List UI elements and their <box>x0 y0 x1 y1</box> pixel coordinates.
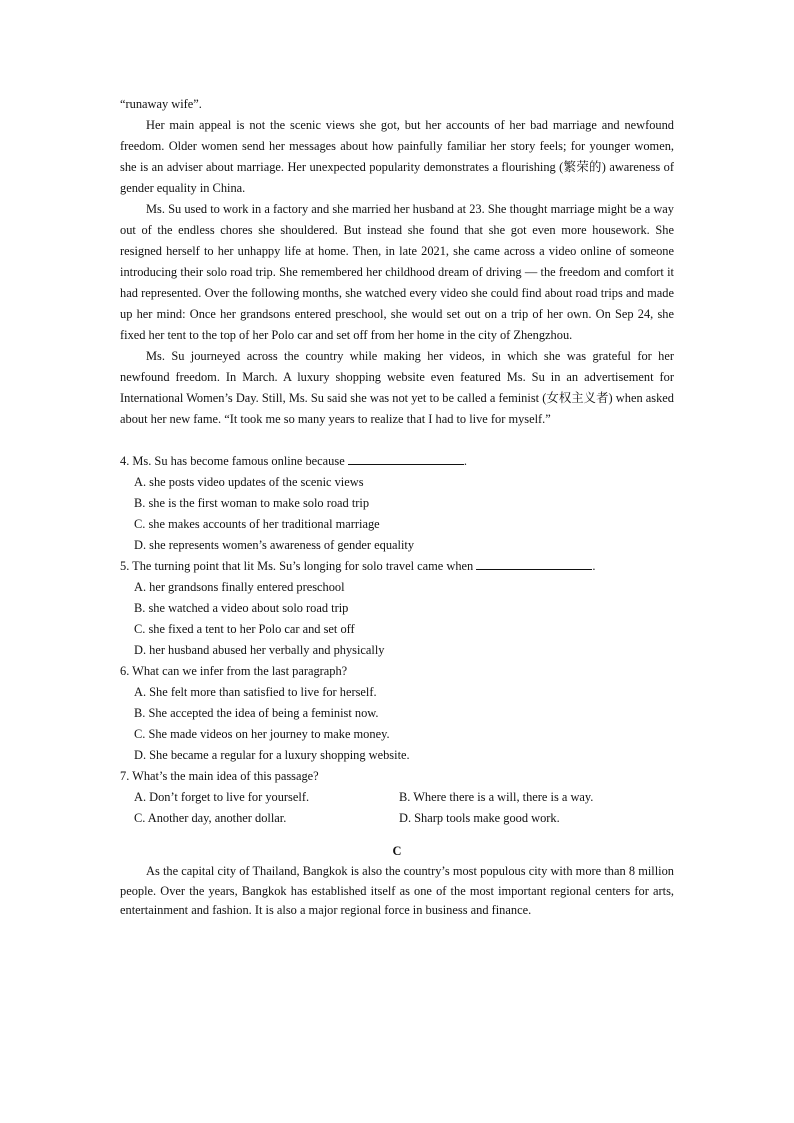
option: C. she makes accounts of her traditional marriage <box>134 517 380 531</box>
option: C. she fixed a tent to her Polo car and set off <box>134 622 355 636</box>
option: B. Where there is a will, there is a way. <box>399 790 594 804</box>
question-stem: 4. Ms. Su has become famous online because . <box>120 454 467 468</box>
answer-blank <box>348 452 464 465</box>
option: A. Don’t forget to live for yourself. <box>134 790 310 804</box>
lead-fragment: “runaway wife”. <box>120 97 202 111</box>
question-6 <box>120 661 674 766</box>
paragraph-background: Ms. Su used to work in a factory and she married her husband at 23. She thought marriage might be a way out of the endless chores she shouldered. But instead she found that she got even more housework. She resigned herself to her unhappy life at home. Then, in late 2021, she came across a video online of someone introducing their solo road trip. She remembered her childhood dream of driving — the freedom and comfort it had represented. Over the following months, she watched every video she could find about road trips and made up her mind: Once her grandsons entered preschool, she would set out on a trip of her own. On Sep 24, she fixed her tent to the top of her Polo car and set off from her home in the city of Zhengzhou. <box>120 202 674 342</box>
question-7 <box>120 766 674 829</box>
paragraph-journey: Ms. Su journeyed across the country while making her videos, in which she was grateful for her newfound freedom. In March. A luxury shopping website even featured Ms. Su in an advertisement for International Women’s Day. Still, Ms. Su said she was not yet to be called a feminist (女权主义者) when asked about her new fame. “It took me so many years to realize that I had to live for myself.” <box>120 349 674 426</box>
question-stem: 6. What can we infer from the last paragraph? <box>120 664 348 678</box>
question-stem: 5. The turning point that lit Ms. Su’s longing for solo travel came when . <box>120 559 596 573</box>
option: B. she is the first woman to make solo road trip <box>134 496 370 510</box>
option: C. She made videos on her journey to make money. <box>134 727 390 741</box>
section-title-c: C <box>392 844 402 858</box>
paragraph-appeal: Her main appeal is not the scenic views she got, but her accounts of her bad marriage and newfound freedom. Older women send her messages about how painfully familiar her story feels; for younger women, she is an adviser about marriage. Her unexpected popularity demonstrates a flourishing (繁荣的) awareness of gender equality in China. <box>120 118 674 195</box>
option: A. She felt more than satisfied to live for herself. <box>134 685 377 699</box>
answer-blank <box>476 557 592 570</box>
option: A. her grandsons finally entered preschool <box>134 580 345 594</box>
question-4 <box>120 451 674 556</box>
option: D. she represents women’s awareness of gender equality <box>134 538 415 552</box>
document-page <box>120 94 674 921</box>
option: C. Another day, another dollar. <box>134 811 287 825</box>
option: D. her husband abused her verbally and physically <box>134 643 385 657</box>
option: D. Sharp tools make good work. <box>399 811 560 825</box>
option-grid <box>134 787 674 829</box>
spacer <box>120 430 674 451</box>
option: A. she posts video updates of the scenic views <box>134 475 364 489</box>
question-stem: 7. What’s the main idea of this passage? <box>120 769 319 783</box>
paragraph-bangkok: As the capital city of Thailand, Bangkok is also the country’s most populous city with more than 8 million people. Over the years, Bangkok has established itself as one of the most important regional centers for arts, entertainment and fashion. It is also a major regional force in business and finance. <box>120 864 674 917</box>
question-5 <box>120 556 674 661</box>
option: B. She accepted the idea of being a feminist now. <box>134 706 379 720</box>
option: B. she watched a video about solo road trip <box>134 601 349 615</box>
option: D. She became a regular for a luxury shopping website. <box>134 748 410 762</box>
